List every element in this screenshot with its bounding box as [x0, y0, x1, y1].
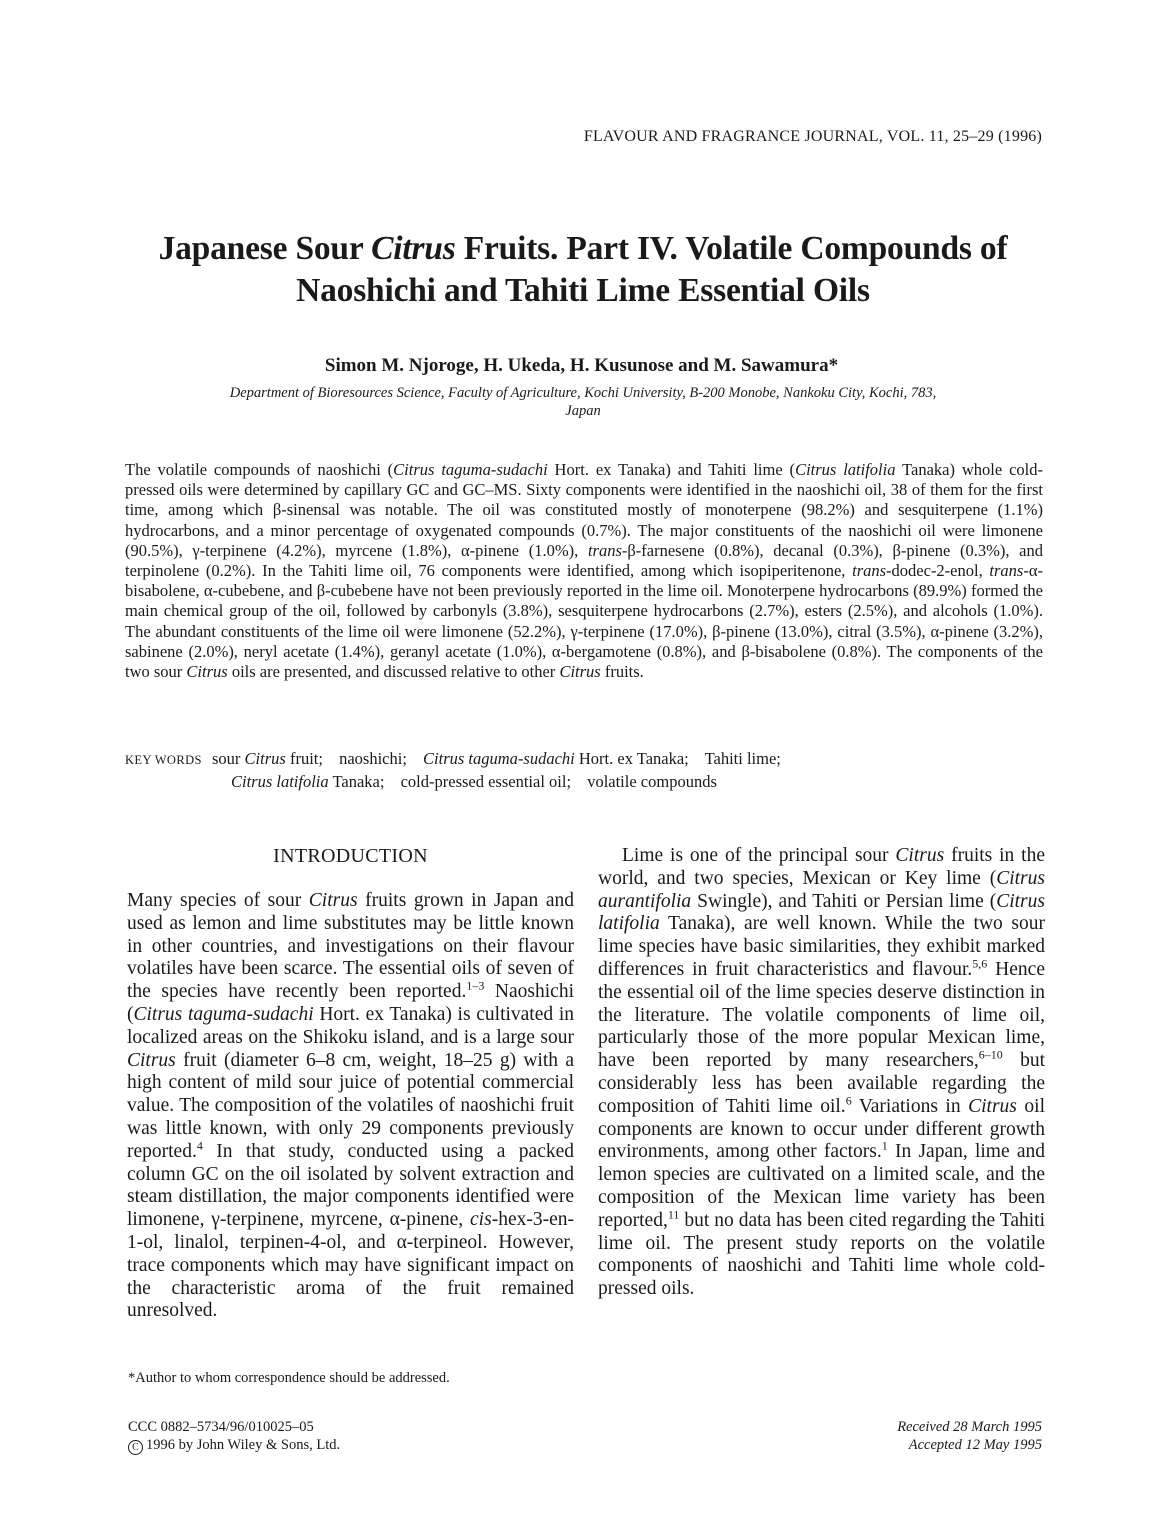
title-text-b: Fruits. Part IV. Volatile Compounds of [455, 230, 1008, 267]
abstract-text: Hort. ex Tanaka) and Tahiti lime ( [547, 460, 796, 479]
keyword [423, 749, 689, 768]
copyright-line [128, 1437, 340, 1453]
body-italic: Citrus [968, 1095, 1017, 1117]
citation: 6–10 [978, 1047, 1003, 1062]
body-text: Hort. ex Tanaka) is cultivated in localized areas on the Shikoku island, and is a large sour [127, 1003, 574, 1048]
body-text: Variations in [851, 1095, 969, 1117]
body-text: In that study, conducted using a packed column GC on the oil isolated by solvent extraction and steam distillation, the major components identified were limonene, γ-terpinene, myrcene, α-pinene, [127, 1140, 574, 1231]
keyword: Tahiti lime; [704, 749, 781, 768]
section-heading: INTRODUCTION [273, 845, 428, 867]
body-text: fruit (diameter 6–8 cm, weight, 18–25 g) with a high content of mild sour juice of potential commercial value. The composition of the volatiles of naoshichi fruit was little known, with only 29 components previously reported. [127, 1049, 574, 1162]
body-text: fruits grown in Japan and used as lemon and lime substitutes may be little known in other countries, and investigations on their flavour volatiles have been scarce. The essential oils of seven of the species have recently been reported. [127, 890, 574, 1003]
abstract-italic: Citrus latifolia [795, 460, 896, 479]
footnote: *Author to whom correspondence should be addressed. [128, 1370, 450, 1386]
intro-paragraph-2 [598, 845, 1045, 1301]
abstract [125, 460, 1043, 682]
keyword-text: Tanaka; [328, 772, 385, 791]
keyword: naoshichi; [339, 749, 407, 768]
ccc-code: CCC 0882–5734/96/010025–05 [128, 1419, 314, 1435]
abstract-text: The volatile compounds of naoshichi ( [125, 460, 394, 479]
body-text: oil components are known to occur under different growth environments, among other factors. [598, 1095, 1045, 1163]
keyword-text: sour [212, 749, 245, 768]
citation: 1–3 [466, 978, 485, 993]
body-italic: Citrus latifolia [598, 890, 1045, 935]
abstract-italic: trans [989, 561, 1024, 581]
title-text-italic: Citrus [371, 230, 456, 267]
title-line-2: Naoshichi and Tahiti Lime Essential Oils [296, 272, 870, 309]
abstract-italic: trans [852, 561, 887, 581]
affiliation-line-2: Japan [565, 403, 601, 419]
copyright-text: 1996 by John Wiley & Sons, Ltd. [146, 1437, 341, 1453]
body-italic: cis [470, 1209, 492, 1231]
column-left [127, 845, 574, 1323]
citation: 4 [196, 1138, 203, 1153]
abstract-italic: Citrus [559, 662, 601, 682]
citation: 11 [667, 1207, 680, 1222]
intro-paragraph-1 [127, 890, 574, 1323]
keyword-italic: Citrus taguma-sudachi [423, 749, 575, 768]
body-text: but considerably less has been available regarding the composition of Tahiti lime oil. [598, 1050, 1046, 1117]
body-text: Lime is one of the principal sour [622, 845, 896, 866]
abstract-text: -α-bisabolene, α-cubebene, and β-cubebene have not been previously reported in the lime oil. Monoterpene hydrocarbons (89.9%) formed the main chemical group of the oil, followed by carbonyls (3.8%), sesquiterpene hydrocarbons (2.7%), esters (2.5%), and alcohols (1.0%). The abundant constituents of the lime oil were limonene (52.2%), γ-terpinene (17.0%), β-pinene (13.0%), citral (3.5%), α-pinene (3.2%), sabinene (2.0%), neryl acetate (1.4%), geranyl acetate (1.0%), α-bergamotene (0.8%), and β-bisabolene (0.8%). The components of the two sour [125, 561, 1043, 682]
keywords [125, 748, 1043, 792]
title-text-a: Japanese Sour [158, 230, 372, 267]
affiliation [120, 384, 1046, 420]
body-italic: Citrus [127, 1049, 176, 1071]
citation: 6 [845, 1093, 852, 1108]
abstract-text: -dodec-2-enol, [886, 561, 990, 581]
abstract-text: -β-farnesene (0.8%), decanal (0.3%), β-pinene (0.3%), and terpinolene (0.2%). In the Tahiti lime oil, 76 components were identified, among which isopiperitenone, [125, 540, 1043, 581]
abstract-text: Tanaka) whole cold-pressed oils were determined by capillary GC and GC–MS. Sixty components were identified in the naoshichi oil, 38 of them for the first time, among which β-sinensal was notable. The oil was constituted mostly of monoterpene (98.2%) and sesquiterpene (1.1%) hydrocarbons, and a minor percentage of oxygenated compounds (0.7%). The major constituents of the naoshichi oil were limonene (90.5%), γ-terpinene (4.2%), myrcene (1.8%), α-pinene (1.0%), [125, 460, 1043, 560]
article-title [100, 228, 1066, 312]
abstract-italic: trans [587, 540, 622, 560]
body-text: -hex-3-en-1-ol, linalol, terpinen-4-ol, and α-terpineol. However, trace components which may have significant impact on the characteristic aroma of the fruit remained unresolved. [127, 1209, 574, 1322]
keyword-text: Hort. ex Tanaka; [574, 749, 689, 768]
journal-header: FLAVOUR AND FRAGRANCE JOURNAL, VOL. 11, 25–29 (1996) [583, 128, 1042, 145]
body-italic: Citrus [308, 890, 358, 911]
body-text: but no data has been cited regarding the Tahiti lime oil. The present study reports on the volatile components of naoshichi and Tahiti lime whole cold-pressed oils. [598, 1209, 1045, 1300]
body-text: Naoshichi ( [127, 981, 574, 1025]
keyword-italic: Citrus [244, 749, 286, 768]
body-text: Swingle), and Tahiti or Persian lime ( [691, 890, 997, 912]
affiliation-line-1: Department of Bioresources Science, Faculty of Agriculture, Kochi University, B-200 Monobe, Nankoku City, Kochi, 783, [229, 385, 937, 401]
keyword: cold-pressed essential oil; [400, 772, 572, 791]
keyword-text: fruit; [285, 749, 323, 768]
body-italic: Citrus aurantifolia [598, 867, 1045, 912]
body-italic: Citrus taguma-sudachi [133, 1003, 314, 1025]
body-text: Tanaka), are well known. While the two sour lime species have basic similarities, they exhibit marked differences in fruit characteristics and flavour. [598, 913, 1045, 980]
body-text: Many species of sour [127, 890, 309, 911]
abstract-text: fruits. [600, 662, 644, 682]
keywords-label: KEY WORDS [125, 753, 202, 767]
keyword-italic: Citrus latifolia [231, 772, 329, 791]
author-list: Simon M. Njoroge, H. Ukeda, H. Kusunose and M. Sawamura* [324, 355, 839, 376]
abstract-italic: Citrus [186, 662, 228, 682]
body-italic: Citrus [895, 845, 945, 866]
keyword [231, 772, 384, 791]
received-date: Received 28 March 1995 [897, 1419, 1042, 1435]
body-text: fruits in the world, and two species, Mexican or Key lime ( [598, 845, 1045, 889]
keyword [212, 749, 323, 768]
abstract-italic: Citrus taguma-sudachi [393, 460, 548, 479]
footer-left [128, 1418, 340, 1455]
footer-right [897, 1418, 1042, 1454]
title-line-1 [100, 228, 1066, 270]
body-text: In Japan, lime and lemon species are cultivated on a limited scale, and the composition of the Mexican lime variety has been reported, [598, 1141, 1045, 1231]
abstract-text: oils are presented, and discussed relative to other [227, 662, 560, 682]
copyright-icon: C [128, 1440, 143, 1455]
column-right [598, 845, 1045, 1301]
citation: 5,6 [972, 956, 988, 971]
accepted-date: Accepted 12 May 1995 [908, 1437, 1042, 1453]
citation: 1 [881, 1138, 888, 1153]
keyword: volatile compounds [587, 772, 717, 791]
body-text: Hence the essential oil of the lime species deserve distinction in the literature. The volatile components of lime oil, particularly those of the more popular Mexican lime, have been reported by many researchers, [598, 958, 1045, 1072]
